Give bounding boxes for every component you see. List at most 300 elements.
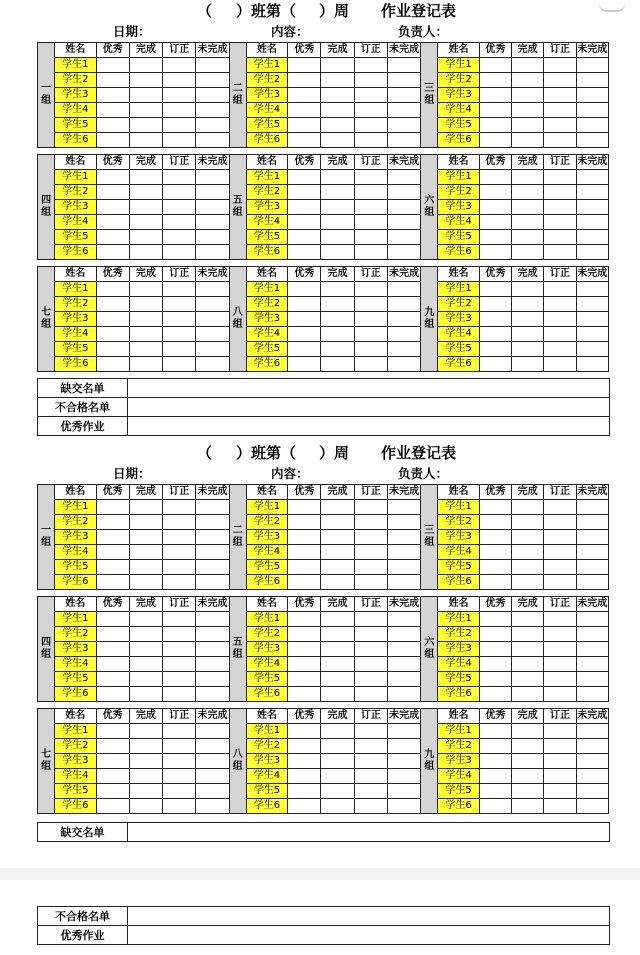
- status-input-cell[interactable]: [479, 357, 511, 372]
- status-input-cell[interactable]: [129, 612, 162, 627]
- status-input-cell[interactable]: [354, 687, 387, 702]
- status-input-cell[interactable]: [196, 799, 229, 814]
- status-input-cell[interactable]: [321, 612, 354, 627]
- status-input-cell[interactable]: [387, 575, 420, 590]
- status-input-cell[interactable]: [544, 575, 576, 590]
- status-input-cell[interactable]: [354, 627, 387, 642]
- status-input-cell[interactable]: [96, 58, 129, 73]
- status-input-cell[interactable]: [354, 500, 387, 515]
- status-input-cell[interactable]: [576, 230, 608, 245]
- status-input-cell[interactable]: [196, 642, 229, 657]
- status-input-cell[interactable]: [321, 58, 354, 73]
- status-input-cell[interactable]: [288, 170, 321, 185]
- status-input-cell[interactable]: [512, 215, 544, 230]
- status-input-cell[interactable]: [576, 769, 608, 784]
- failed-list-input[interactable]: [128, 398, 610, 417]
- status-input-cell[interactable]: [354, 215, 387, 230]
- status-input-cell[interactable]: [479, 769, 511, 784]
- status-input-cell[interactable]: [387, 88, 420, 103]
- status-input-cell[interactable]: [288, 312, 321, 327]
- status-input-cell[interactable]: [479, 215, 511, 230]
- status-input-cell[interactable]: [288, 724, 321, 739]
- status-input-cell[interactable]: [576, 200, 608, 215]
- status-input-cell[interactable]: [512, 515, 544, 530]
- status-input-cell[interactable]: [196, 500, 229, 515]
- status-input-cell[interactable]: [576, 185, 608, 200]
- status-input-cell[interactable]: [288, 185, 321, 200]
- status-input-cell[interactable]: [354, 530, 387, 545]
- status-input-cell[interactable]: [288, 530, 321, 545]
- status-input-cell[interactable]: [196, 133, 229, 148]
- status-input-cell[interactable]: [321, 687, 354, 702]
- status-input-cell[interactable]: [576, 560, 608, 575]
- status-input-cell[interactable]: [321, 769, 354, 784]
- status-input-cell[interactable]: [479, 342, 511, 357]
- status-input-cell[interactable]: [479, 200, 511, 215]
- status-input-cell[interactable]: [321, 799, 354, 814]
- status-input-cell[interactable]: [163, 297, 196, 312]
- status-input-cell[interactable]: [576, 357, 608, 372]
- status-input-cell[interactable]: [544, 215, 576, 230]
- status-input-cell[interactable]: [196, 245, 229, 260]
- status-input-cell[interactable]: [354, 560, 387, 575]
- status-input-cell[interactable]: [354, 170, 387, 185]
- status-input-cell[interactable]: [479, 73, 511, 88]
- status-input-cell[interactable]: [129, 627, 162, 642]
- status-input-cell[interactable]: [96, 575, 129, 590]
- status-input-cell[interactable]: [321, 215, 354, 230]
- status-input-cell[interactable]: [387, 672, 420, 687]
- status-input-cell[interactable]: [544, 687, 576, 702]
- status-input-cell[interactable]: [163, 799, 196, 814]
- status-input-cell[interactable]: [96, 118, 129, 133]
- status-input-cell[interactable]: [512, 170, 544, 185]
- status-input-cell[interactable]: [354, 642, 387, 657]
- status-input-cell[interactable]: [96, 185, 129, 200]
- status-input-cell[interactable]: [354, 282, 387, 297]
- status-input-cell[interactable]: [354, 133, 387, 148]
- status-input-cell[interactable]: [544, 327, 576, 342]
- status-input-cell[interactable]: [479, 312, 511, 327]
- status-input-cell[interactable]: [96, 560, 129, 575]
- absent-list-input[interactable]: [128, 823, 610, 842]
- status-input-cell[interactable]: [163, 754, 196, 769]
- status-input-cell[interactable]: [512, 724, 544, 739]
- status-input-cell[interactable]: [387, 627, 420, 642]
- status-input-cell[interactable]: [479, 627, 511, 642]
- status-input-cell[interactable]: [288, 769, 321, 784]
- status-input-cell[interactable]: [129, 230, 162, 245]
- failed-list-input[interactable]: [128, 907, 610, 926]
- status-input-cell[interactable]: [354, 799, 387, 814]
- status-input-cell[interactable]: [288, 575, 321, 590]
- status-input-cell[interactable]: [576, 627, 608, 642]
- status-input-cell[interactable]: [163, 73, 196, 88]
- status-input-cell[interactable]: [196, 612, 229, 627]
- status-input-cell[interactable]: [196, 627, 229, 642]
- status-input-cell[interactable]: [354, 297, 387, 312]
- status-input-cell[interactable]: [288, 357, 321, 372]
- status-input-cell[interactable]: [576, 799, 608, 814]
- status-input-cell[interactable]: [96, 769, 129, 784]
- status-input-cell[interactable]: [387, 245, 420, 260]
- status-input-cell[interactable]: [321, 724, 354, 739]
- status-input-cell[interactable]: [512, 185, 544, 200]
- status-input-cell[interactable]: [479, 58, 511, 73]
- status-input-cell[interactable]: [512, 642, 544, 657]
- status-input-cell[interactable]: [196, 200, 229, 215]
- status-input-cell[interactable]: [576, 297, 608, 312]
- status-input-cell[interactable]: [129, 515, 162, 530]
- status-input-cell[interactable]: [288, 327, 321, 342]
- status-input-cell[interactable]: [288, 215, 321, 230]
- status-input-cell[interactable]: [512, 545, 544, 560]
- status-input-cell[interactable]: [163, 642, 196, 657]
- status-input-cell[interactable]: [196, 230, 229, 245]
- status-input-cell[interactable]: [196, 724, 229, 739]
- status-input-cell[interactable]: [544, 769, 576, 784]
- status-input-cell[interactable]: [512, 657, 544, 672]
- status-input-cell[interactable]: [163, 515, 196, 530]
- excellent-list-input[interactable]: [128, 417, 610, 436]
- status-input-cell[interactable]: [288, 672, 321, 687]
- status-input-cell[interactable]: [387, 118, 420, 133]
- status-input-cell[interactable]: [321, 312, 354, 327]
- status-input-cell[interactable]: [576, 73, 608, 88]
- status-input-cell[interactable]: [354, 73, 387, 88]
- status-input-cell[interactable]: [576, 170, 608, 185]
- status-input-cell[interactable]: [479, 784, 511, 799]
- status-input-cell[interactable]: [288, 342, 321, 357]
- status-input-cell[interactable]: [512, 672, 544, 687]
- status-input-cell[interactable]: [129, 672, 162, 687]
- status-input-cell[interactable]: [163, 342, 196, 357]
- status-input-cell[interactable]: [387, 215, 420, 230]
- status-input-cell[interactable]: [96, 215, 129, 230]
- status-input-cell[interactable]: [387, 560, 420, 575]
- status-input-cell[interactable]: [321, 230, 354, 245]
- status-input-cell[interactable]: [387, 754, 420, 769]
- status-input-cell[interactable]: [321, 642, 354, 657]
- status-input-cell[interactable]: [576, 657, 608, 672]
- status-input-cell[interactable]: [196, 297, 229, 312]
- status-input-cell[interactable]: [163, 215, 196, 230]
- status-input-cell[interactable]: [544, 297, 576, 312]
- status-input-cell[interactable]: [387, 282, 420, 297]
- status-input-cell[interactable]: [576, 687, 608, 702]
- status-input-cell[interactable]: [288, 58, 321, 73]
- status-input-cell[interactable]: [163, 58, 196, 73]
- status-input-cell[interactable]: [129, 327, 162, 342]
- status-input-cell[interactable]: [96, 230, 129, 245]
- status-input-cell[interactable]: [96, 784, 129, 799]
- status-input-cell[interactable]: [354, 724, 387, 739]
- status-input-cell[interactable]: [512, 687, 544, 702]
- status-input-cell[interactable]: [479, 739, 511, 754]
- status-input-cell[interactable]: [354, 245, 387, 260]
- status-input-cell[interactable]: [96, 133, 129, 148]
- status-input-cell[interactable]: [387, 230, 420, 245]
- status-input-cell[interactable]: [544, 799, 576, 814]
- status-input-cell[interactable]: [129, 642, 162, 657]
- status-input-cell[interactable]: [576, 342, 608, 357]
- status-input-cell[interactable]: [576, 784, 608, 799]
- status-input-cell[interactable]: [163, 103, 196, 118]
- status-input-cell[interactable]: [387, 357, 420, 372]
- status-input-cell[interactable]: [387, 103, 420, 118]
- status-input-cell[interactable]: [544, 560, 576, 575]
- status-input-cell[interactable]: [479, 724, 511, 739]
- status-input-cell[interactable]: [96, 357, 129, 372]
- status-input-cell[interactable]: [479, 612, 511, 627]
- status-input-cell[interactable]: [288, 687, 321, 702]
- status-input-cell[interactable]: [163, 118, 196, 133]
- status-input-cell[interactable]: [196, 282, 229, 297]
- status-input-cell[interactable]: [512, 282, 544, 297]
- status-input-cell[interactable]: [354, 200, 387, 215]
- status-input-cell[interactable]: [387, 612, 420, 627]
- status-input-cell[interactable]: [129, 799, 162, 814]
- status-input-cell[interactable]: [129, 118, 162, 133]
- status-input-cell[interactable]: [129, 545, 162, 560]
- status-input-cell[interactable]: [354, 118, 387, 133]
- status-input-cell[interactable]: [479, 185, 511, 200]
- status-input-cell[interactable]: [163, 672, 196, 687]
- status-input-cell[interactable]: [288, 560, 321, 575]
- status-input-cell[interactable]: [479, 799, 511, 814]
- status-input-cell[interactable]: [387, 73, 420, 88]
- status-input-cell[interactable]: [288, 799, 321, 814]
- status-input-cell[interactable]: [321, 627, 354, 642]
- status-input-cell[interactable]: [512, 312, 544, 327]
- status-input-cell[interactable]: [544, 357, 576, 372]
- status-input-cell[interactable]: [96, 724, 129, 739]
- status-input-cell[interactable]: [479, 642, 511, 657]
- status-input-cell[interactable]: [321, 754, 354, 769]
- status-input-cell[interactable]: [479, 560, 511, 575]
- status-input-cell[interactable]: [387, 687, 420, 702]
- status-input-cell[interactable]: [479, 133, 511, 148]
- status-input-cell[interactable]: [288, 642, 321, 657]
- status-input-cell[interactable]: [321, 657, 354, 672]
- status-input-cell[interactable]: [512, 200, 544, 215]
- status-input-cell[interactable]: [479, 687, 511, 702]
- status-input-cell[interactable]: [544, 118, 576, 133]
- status-input-cell[interactable]: [387, 133, 420, 148]
- status-input-cell[interactable]: [129, 200, 162, 215]
- status-input-cell[interactable]: [387, 342, 420, 357]
- status-input-cell[interactable]: [96, 103, 129, 118]
- status-input-cell[interactable]: [163, 185, 196, 200]
- status-input-cell[interactable]: [354, 784, 387, 799]
- status-input-cell[interactable]: [321, 560, 354, 575]
- status-input-cell[interactable]: [321, 575, 354, 590]
- status-input-cell[interactable]: [288, 545, 321, 560]
- status-input-cell[interactable]: [129, 88, 162, 103]
- status-input-cell[interactable]: [129, 170, 162, 185]
- status-input-cell[interactable]: [288, 282, 321, 297]
- status-input-cell[interactable]: [512, 575, 544, 590]
- status-input-cell[interactable]: [354, 515, 387, 530]
- status-input-cell[interactable]: [288, 230, 321, 245]
- status-input-cell[interactable]: [196, 545, 229, 560]
- status-input-cell[interactable]: [163, 88, 196, 103]
- status-input-cell[interactable]: [129, 342, 162, 357]
- status-input-cell[interactable]: [387, 739, 420, 754]
- status-input-cell[interactable]: [544, 672, 576, 687]
- status-input-cell[interactable]: [544, 103, 576, 118]
- status-input-cell[interactable]: [576, 103, 608, 118]
- status-input-cell[interactable]: [196, 103, 229, 118]
- status-input-cell[interactable]: [544, 530, 576, 545]
- status-input-cell[interactable]: [544, 245, 576, 260]
- status-input-cell[interactable]: [163, 575, 196, 590]
- status-input-cell[interactable]: [479, 327, 511, 342]
- status-input-cell[interactable]: [576, 672, 608, 687]
- status-input-cell[interactable]: [196, 327, 229, 342]
- status-input-cell[interactable]: [387, 784, 420, 799]
- status-input-cell[interactable]: [129, 312, 162, 327]
- status-input-cell[interactable]: [387, 545, 420, 560]
- status-input-cell[interactable]: [96, 672, 129, 687]
- status-input-cell[interactable]: [129, 754, 162, 769]
- status-input-cell[interactable]: [354, 769, 387, 784]
- status-input-cell[interactable]: [576, 642, 608, 657]
- status-input-cell[interactable]: [163, 612, 196, 627]
- status-input-cell[interactable]: [544, 185, 576, 200]
- status-input-cell[interactable]: [321, 118, 354, 133]
- status-input-cell[interactable]: [163, 312, 196, 327]
- status-input-cell[interactable]: [196, 312, 229, 327]
- status-input-cell[interactable]: [163, 245, 196, 260]
- status-input-cell[interactable]: [576, 327, 608, 342]
- status-input-cell[interactable]: [354, 657, 387, 672]
- status-input-cell[interactable]: [321, 133, 354, 148]
- status-input-cell[interactable]: [387, 185, 420, 200]
- status-input-cell[interactable]: [96, 530, 129, 545]
- status-input-cell[interactable]: [129, 657, 162, 672]
- status-input-cell[interactable]: [576, 312, 608, 327]
- status-input-cell[interactable]: [196, 657, 229, 672]
- status-input-cell[interactable]: [479, 545, 511, 560]
- status-input-cell[interactable]: [163, 133, 196, 148]
- status-input-cell[interactable]: [288, 245, 321, 260]
- status-input-cell[interactable]: [163, 170, 196, 185]
- status-input-cell[interactable]: [96, 170, 129, 185]
- status-input-cell[interactable]: [321, 784, 354, 799]
- status-input-cell[interactable]: [576, 133, 608, 148]
- status-input-cell[interactable]: [321, 739, 354, 754]
- status-input-cell[interactable]: [288, 657, 321, 672]
- status-input-cell[interactable]: [576, 215, 608, 230]
- status-input-cell[interactable]: [544, 342, 576, 357]
- status-input-cell[interactable]: [288, 118, 321, 133]
- status-input-cell[interactable]: [479, 297, 511, 312]
- status-input-cell[interactable]: [288, 200, 321, 215]
- status-input-cell[interactable]: [196, 575, 229, 590]
- status-input-cell[interactable]: [129, 215, 162, 230]
- status-input-cell[interactable]: [96, 799, 129, 814]
- status-input-cell[interactable]: [387, 297, 420, 312]
- status-input-cell[interactable]: [288, 133, 321, 148]
- status-input-cell[interactable]: [96, 200, 129, 215]
- status-input-cell[interactable]: [163, 560, 196, 575]
- status-input-cell[interactable]: [512, 357, 544, 372]
- status-input-cell[interactable]: [479, 672, 511, 687]
- status-input-cell[interactable]: [479, 88, 511, 103]
- status-input-cell[interactable]: [196, 170, 229, 185]
- status-input-cell[interactable]: [512, 754, 544, 769]
- status-input-cell[interactable]: [163, 530, 196, 545]
- status-input-cell[interactable]: [163, 739, 196, 754]
- status-input-cell[interactable]: [354, 575, 387, 590]
- status-input-cell[interactable]: [96, 327, 129, 342]
- status-input-cell[interactable]: [129, 575, 162, 590]
- status-input-cell[interactable]: [544, 627, 576, 642]
- status-input-cell[interactable]: [354, 754, 387, 769]
- status-input-cell[interactable]: [354, 185, 387, 200]
- status-input-cell[interactable]: [96, 73, 129, 88]
- status-input-cell[interactable]: [96, 500, 129, 515]
- status-input-cell[interactable]: [129, 560, 162, 575]
- status-input-cell[interactable]: [354, 103, 387, 118]
- status-input-cell[interactable]: [544, 724, 576, 739]
- status-input-cell[interactable]: [512, 342, 544, 357]
- status-input-cell[interactable]: [321, 73, 354, 88]
- status-input-cell[interactable]: [321, 185, 354, 200]
- status-input-cell[interactable]: [321, 103, 354, 118]
- status-input-cell[interactable]: [387, 799, 420, 814]
- status-input-cell[interactable]: [321, 672, 354, 687]
- status-input-cell[interactable]: [163, 657, 196, 672]
- status-input-cell[interactable]: [576, 58, 608, 73]
- status-input-cell[interactable]: [576, 500, 608, 515]
- status-input-cell[interactable]: [196, 769, 229, 784]
- status-input-cell[interactable]: [129, 73, 162, 88]
- status-input-cell[interactable]: [512, 245, 544, 260]
- status-input-cell[interactable]: [129, 297, 162, 312]
- status-input-cell[interactable]: [321, 500, 354, 515]
- status-input-cell[interactable]: [129, 282, 162, 297]
- status-input-cell[interactable]: [196, 185, 229, 200]
- status-input-cell[interactable]: [512, 784, 544, 799]
- status-input-cell[interactable]: [321, 545, 354, 560]
- status-input-cell[interactable]: [544, 642, 576, 657]
- status-input-cell[interactable]: [129, 185, 162, 200]
- status-input-cell[interactable]: [163, 327, 196, 342]
- status-input-cell[interactable]: [354, 230, 387, 245]
- status-input-cell[interactable]: [479, 515, 511, 530]
- status-input-cell[interactable]: [288, 103, 321, 118]
- status-input-cell[interactable]: [387, 200, 420, 215]
- status-input-cell[interactable]: [196, 739, 229, 754]
- status-input-cell[interactable]: [387, 657, 420, 672]
- status-input-cell[interactable]: [288, 73, 321, 88]
- status-input-cell[interactable]: [354, 58, 387, 73]
- status-input-cell[interactable]: [512, 58, 544, 73]
- status-input-cell[interactable]: [387, 769, 420, 784]
- status-input-cell[interactable]: [576, 118, 608, 133]
- status-input-cell[interactable]: [479, 575, 511, 590]
- status-input-cell[interactable]: [544, 515, 576, 530]
- status-input-cell[interactable]: [544, 230, 576, 245]
- status-input-cell[interactable]: [512, 133, 544, 148]
- status-input-cell[interactable]: [196, 515, 229, 530]
- status-input-cell[interactable]: [163, 545, 196, 560]
- status-input-cell[interactable]: [512, 560, 544, 575]
- status-input-cell[interactable]: [544, 200, 576, 215]
- status-input-cell[interactable]: [321, 297, 354, 312]
